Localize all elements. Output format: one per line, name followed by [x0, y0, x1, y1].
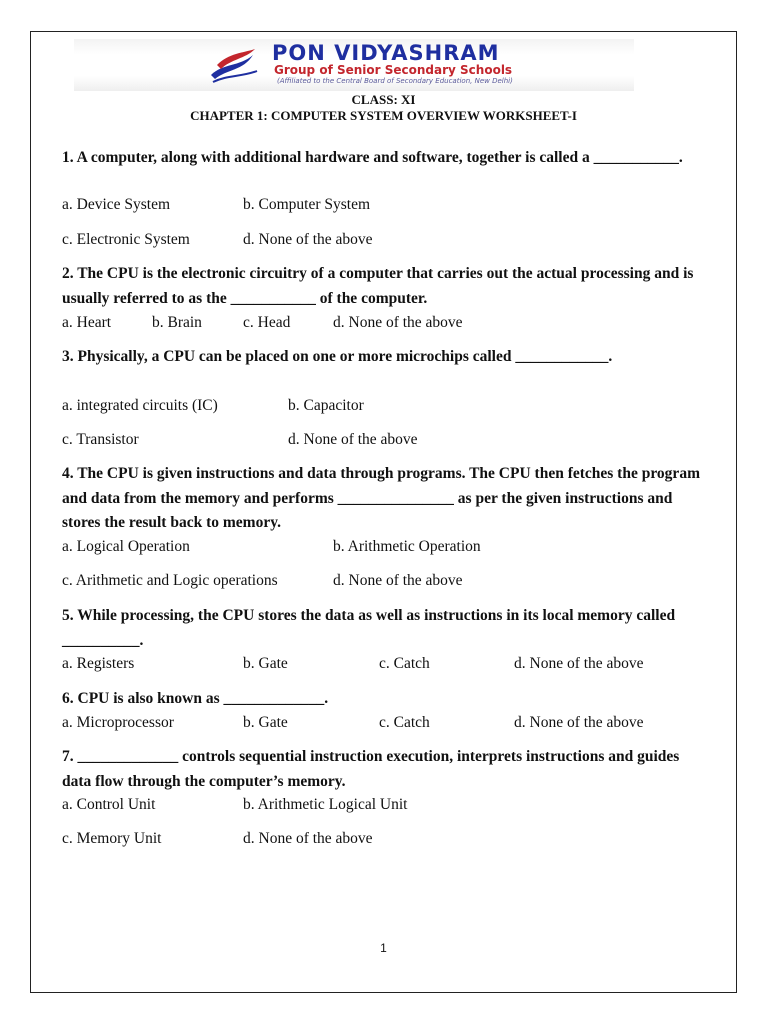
question-6: 6. CPU is also known as _____________. [62, 690, 329, 707]
question-2: 2. The CPU is the electronic circuitry of a computer that carries out the actual processing and is usually referred to as the ___________ of the computer. [62, 265, 694, 307]
question-4: 4. The CPU is given instructions and data through programs. The CPU then fetches the program and data from the memory and performs _______________ as per the given instructions and stores the result back to memory. [62, 465, 700, 531]
q7-option-b: b. Arithmetic Logical Unit [243, 796, 408, 813]
q7-option-d: d. None of the above [243, 830, 373, 847]
q5-option-a: a. Registers [62, 655, 135, 672]
q6-option-a: a. Microprocessor [62, 714, 174, 731]
q2-option-a: a. Heart [62, 314, 112, 331]
q4-option-a: a. Logical Operation [62, 538, 190, 555]
school-name: PON VIDYASHRAM [272, 41, 500, 65]
q3-option-d: d. None of the above [288, 431, 418, 448]
q3-option-b: b. Capacitor [288, 397, 364, 414]
q4-option-d: d. None of the above [333, 572, 463, 589]
q2-option-c: c. Head [243, 314, 291, 331]
q5-option-d: d. None of the above [514, 655, 644, 672]
q2-option-b: b. Brain [152, 314, 202, 331]
q1-option-d: d. None of the above [243, 231, 373, 248]
worksheet-page [30, 31, 737, 993]
q3-option-a: a. integrated circuits (IC) [62, 397, 218, 414]
q1-option-a: a. Device System [62, 196, 171, 213]
question-3: 3. Physically, a CPU can be placed on one or more microchips called ____________. [62, 348, 613, 365]
q1-option-b: b. Computer System [243, 196, 371, 213]
school-affiliation: (Affiliated to the Central Board of Secondary Education, New Delhi) [277, 77, 513, 85]
school-logo-icon [209, 45, 259, 85]
q5-option-b: b. Gate [243, 655, 288, 672]
q3-option-c: c. Transistor [62, 431, 139, 448]
class-label: CLASS: XI [351, 92, 416, 107]
school-subtitle: Group of Senior Secondary Schools [274, 63, 513, 77]
q5-option-c: c. Catch [379, 655, 430, 672]
q4-option-b: b. Arithmetic Operation [333, 538, 481, 555]
page-number: 1 [380, 941, 387, 955]
q6-option-c: c. Catch [379, 714, 430, 731]
question-5: 5. While processing, the CPU stores the data as well as instructions in its local memory called __________. [62, 607, 676, 649]
q4-option-c: c. Arithmetic and Logic operations [62, 572, 278, 589]
q7-option-c: c. Memory Unit [62, 830, 162, 847]
chapter-title: CHAPTER 1: COMPUTER SYSTEM OVERVIEW WORKSHEET-I [190, 108, 577, 123]
q1-option-c: c. Electronic System [62, 231, 190, 248]
question-1: 1. A computer, along with additional hardware and software, together is called a ___________. [62, 149, 683, 166]
q2-option-d: d. None of the above [333, 314, 463, 331]
school-header [74, 39, 634, 91]
question-7: 7. _____________ controls sequential instruction execution, interprets instructions and guides data flow through the computer’s memory. [62, 748, 680, 790]
q7-option-a: a. Control Unit [62, 796, 156, 813]
q6-option-d: d. None of the above [514, 714, 644, 731]
q6-option-b: b. Gate [243, 714, 288, 731]
